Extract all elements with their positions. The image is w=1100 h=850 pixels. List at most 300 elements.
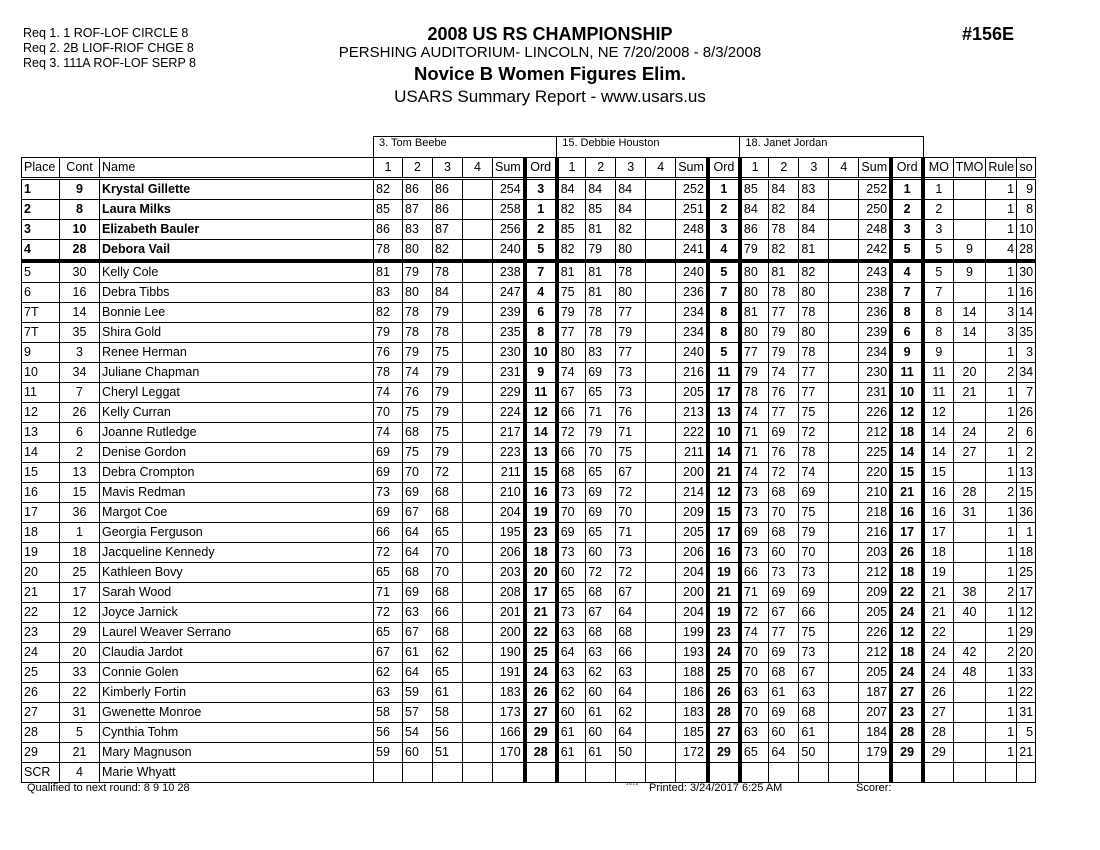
judge-3-score-4 bbox=[829, 503, 859, 523]
judge-3-ordinal: 6 bbox=[891, 323, 923, 343]
judge-2-score-2: 65 bbox=[586, 463, 616, 483]
judge-2-score-1: 75 bbox=[557, 283, 586, 303]
rule-cell: 1 bbox=[986, 179, 1017, 200]
name-cell: Shira Gold bbox=[100, 323, 374, 343]
tmo-cell bbox=[953, 543, 986, 563]
judge-2-score-1: 66 bbox=[557, 403, 586, 423]
judge-2-ordinal bbox=[708, 763, 740, 783]
judge-1-score-2: 78 bbox=[403, 303, 433, 323]
judge-2-ordinal: 23 bbox=[708, 623, 740, 643]
judge-1-sum: 258 bbox=[493, 200, 525, 220]
judge-2-sum: 199 bbox=[676, 623, 708, 643]
judge-3-score-3: 79 bbox=[799, 523, 829, 543]
judge-2-ordinal: 15 bbox=[708, 503, 740, 523]
judge-2-score-1: 80 bbox=[557, 343, 586, 363]
name-cell: Cheryl Leggat bbox=[100, 383, 374, 403]
judge-3-score-1: 73 bbox=[740, 543, 769, 563]
mo-cell: 24 bbox=[923, 663, 953, 683]
mo-cell: 12 bbox=[923, 403, 953, 423]
place-cell: 3 bbox=[22, 220, 60, 240]
so-cell: 25 bbox=[1017, 563, 1036, 583]
judge-3-score-4 bbox=[829, 723, 859, 743]
cont-cell: 1 bbox=[60, 523, 100, 543]
place-cell: 25 bbox=[22, 663, 60, 683]
judge-1-ordinal: 25 bbox=[525, 643, 557, 663]
judge-1-ordinal: 10 bbox=[525, 343, 557, 363]
tmo-cell: 28 bbox=[953, 483, 986, 503]
tmo-cell: 27 bbox=[953, 443, 986, 463]
requirement-1: Req 1. 1 ROF-LOF CIRCLE 8 bbox=[23, 26, 189, 40]
name-cell: Georgia Ferguson bbox=[100, 523, 374, 543]
judge-2-score-1: 77 bbox=[557, 323, 586, 343]
judge-1-sum: 247 bbox=[493, 283, 525, 303]
judge-2-score-2: 69 bbox=[586, 363, 616, 383]
name-cell: Sarah Wood bbox=[100, 583, 374, 603]
tmo-cell: 42 bbox=[953, 643, 986, 663]
judge-1-score-1: 56 bbox=[374, 723, 403, 743]
judge-3-sum: 212 bbox=[859, 643, 891, 663]
judge-2-score-2: 60 bbox=[586, 683, 616, 703]
judge-3-score-3: 78 bbox=[799, 303, 829, 323]
place-cell: 14 bbox=[22, 443, 60, 463]
so-cell: 12 bbox=[1017, 603, 1036, 623]
judge-2-score-4 bbox=[646, 220, 676, 240]
col-place: Place bbox=[22, 158, 60, 179]
judge-2-score-2: 68 bbox=[586, 623, 616, 643]
judge-2-score-4 bbox=[646, 583, 676, 603]
requirement-2: Req 2. 2B LIOF-RIOF CHGE 8 bbox=[23, 41, 194, 55]
judge-3-score-2: 60 bbox=[769, 723, 799, 743]
cont-cell: 4 bbox=[60, 763, 100, 783]
col-j1-s1: 1 bbox=[374, 158, 403, 179]
judge-1-sum: 223 bbox=[493, 443, 525, 463]
so-cell: 10 bbox=[1017, 220, 1036, 240]
cont-cell: 28 bbox=[60, 240, 100, 262]
place-cell: 18 bbox=[22, 523, 60, 543]
judge-3-sum: 205 bbox=[859, 663, 891, 683]
judge-1-score-2: 54 bbox=[403, 723, 433, 743]
judge-1-score-4 bbox=[463, 343, 493, 363]
judge-3-ordinal: 17 bbox=[891, 523, 923, 543]
judge-1-ordinal: 8 bbox=[525, 323, 557, 343]
judge-2-score-1: 73 bbox=[557, 603, 586, 623]
cont-cell: 6 bbox=[60, 423, 100, 443]
judge-1-sum: 217 bbox=[493, 423, 525, 443]
judge-3-score-1: 70 bbox=[740, 663, 769, 683]
judge-1-score-3: 65 bbox=[433, 663, 463, 683]
mo-cell: 3 bbox=[923, 220, 953, 240]
judge-2-score-1: 73 bbox=[557, 543, 586, 563]
judge-2-score-1: 64 bbox=[557, 643, 586, 663]
so-cell: 26 bbox=[1017, 403, 1036, 423]
judge-1-ordinal bbox=[525, 763, 557, 783]
judge-3-ordinal: 1 bbox=[891, 179, 923, 200]
judge-3-score-2: 60 bbox=[769, 543, 799, 563]
judge-2-score-3: 70 bbox=[616, 503, 646, 523]
judge-1-score-2: 67 bbox=[403, 503, 433, 523]
judge-3-sum: 216 bbox=[859, 523, 891, 543]
place-cell: 15 bbox=[22, 463, 60, 483]
judge-3-ordinal: 3 bbox=[891, 220, 923, 240]
tmo-cell bbox=[953, 200, 986, 220]
judge-3-score-1: 74 bbox=[740, 623, 769, 643]
table-row bbox=[22, 283, 1036, 303]
judge-1-score-3: 78 bbox=[433, 261, 463, 283]
judge-3-sum: 209 bbox=[859, 583, 891, 603]
judge-1-score-3: 86 bbox=[433, 179, 463, 200]
table-row bbox=[22, 583, 1036, 603]
table-row bbox=[22, 503, 1036, 523]
name-cell: Debra Crompton bbox=[100, 463, 374, 483]
place-cell: 28 bbox=[22, 723, 60, 743]
judge-1-sum: 166 bbox=[493, 723, 525, 743]
place-cell: 11 bbox=[22, 383, 60, 403]
table-row bbox=[22, 563, 1036, 583]
so-cell: 3 bbox=[1017, 343, 1036, 363]
so-cell: 36 bbox=[1017, 503, 1036, 523]
judge-3-ordinal: 18 bbox=[891, 423, 923, 443]
judge-1-score-4 bbox=[463, 703, 493, 723]
judge-2-ordinal: 19 bbox=[708, 563, 740, 583]
judge-2-score-4 bbox=[646, 200, 676, 220]
judge-1-sum: 240 bbox=[493, 240, 525, 262]
judge-2-score-4 bbox=[646, 703, 676, 723]
judge-3-score-1: 73 bbox=[740, 483, 769, 503]
col-j3-s4: 4 bbox=[829, 158, 859, 179]
judge-1-score-2 bbox=[403, 763, 433, 783]
rule-cell: 1 bbox=[986, 383, 1017, 403]
judge-1-score-1: 79 bbox=[374, 323, 403, 343]
judge-3-score-3: 77 bbox=[799, 363, 829, 383]
judge-3-score-2 bbox=[769, 763, 799, 783]
judge-2-score-4 bbox=[646, 283, 676, 303]
judge-2-score-3: 82 bbox=[616, 220, 646, 240]
judge-2-score-3: 63 bbox=[616, 663, 646, 683]
judge-3-ordinal: 4 bbox=[891, 261, 923, 283]
judge-3-score-1: 71 bbox=[740, 583, 769, 603]
judge-1-score-3: 70 bbox=[433, 563, 463, 583]
judge-1-ordinal: 28 bbox=[525, 743, 557, 763]
mo-cell: 7 bbox=[923, 283, 953, 303]
tmo-cell: 31 bbox=[953, 503, 986, 523]
mo-cell: 27 bbox=[923, 703, 953, 723]
judge-2-sum: 222 bbox=[676, 423, 708, 443]
judge-2-sum: 252 bbox=[676, 179, 708, 200]
cont-cell: 2 bbox=[60, 443, 100, 463]
judge-2-score-2: 60 bbox=[586, 543, 616, 563]
col-rule: Rule bbox=[986, 158, 1017, 179]
judge-1-score-1: 82 bbox=[374, 179, 403, 200]
judge-2-score-4 bbox=[646, 543, 676, 563]
judge-1-sum: 195 bbox=[493, 523, 525, 543]
judge-2-sum: 241 bbox=[676, 240, 708, 262]
place-cell: 9 bbox=[22, 343, 60, 363]
judge-3-score-3: 69 bbox=[799, 583, 829, 603]
judge-1-score-2: 87 bbox=[403, 200, 433, 220]
judge-1-ordinal: 4 bbox=[525, 283, 557, 303]
mo-cell: 11 bbox=[923, 383, 953, 403]
judge-3-score-4 bbox=[829, 603, 859, 623]
judge-3-score-2: 76 bbox=[769, 383, 799, 403]
judge-2-ordinal: 21 bbox=[708, 463, 740, 483]
judge-2-score-1: 61 bbox=[557, 723, 586, 743]
judge-2-score-3: 77 bbox=[616, 343, 646, 363]
judge-2-score-1: 63 bbox=[557, 663, 586, 683]
judge-3-sum: 252 bbox=[859, 179, 891, 200]
name-cell: Juliane Chapman bbox=[100, 363, 374, 383]
judge-2-score-4 bbox=[646, 683, 676, 703]
judge-3-score-2: 70 bbox=[769, 503, 799, 523]
judge-2-score-3: 84 bbox=[616, 200, 646, 220]
judge-1-score-3: 66 bbox=[433, 603, 463, 623]
judge-1-score-2: 83 bbox=[403, 220, 433, 240]
judge-2-ordinal: 25 bbox=[708, 663, 740, 683]
judge-2-score-2: 65 bbox=[586, 383, 616, 403]
judge-2-score-4 bbox=[646, 503, 676, 523]
tmo-cell: 21 bbox=[953, 383, 986, 403]
judge-1-sum: 206 bbox=[493, 543, 525, 563]
rule-cell: 1 bbox=[986, 683, 1017, 703]
cont-cell: 20 bbox=[60, 643, 100, 663]
judge-1-score-4 bbox=[463, 403, 493, 423]
judge-1-ordinal: 16 bbox=[525, 483, 557, 503]
judge-2-score-1: 65 bbox=[557, 583, 586, 603]
so-cell: 13 bbox=[1017, 463, 1036, 483]
judge-2-ordinal: 8 bbox=[708, 303, 740, 323]
judge-3-score-1: 81 bbox=[740, 303, 769, 323]
cont-cell: 36 bbox=[60, 503, 100, 523]
so-cell: 7 bbox=[1017, 383, 1036, 403]
judge-3-score-1: 86 bbox=[740, 220, 769, 240]
judge-2-score-2: 61 bbox=[586, 743, 616, 763]
cont-cell: 7 bbox=[60, 383, 100, 403]
judge-2-score-1: 81 bbox=[557, 261, 586, 283]
judge-2-ordinal: 24 bbox=[708, 643, 740, 663]
judge-2-score-4 bbox=[646, 663, 676, 683]
judge-2-score-1: 82 bbox=[557, 240, 586, 262]
judge-1-sum: 239 bbox=[493, 303, 525, 323]
name-cell: Denise Gordon bbox=[100, 443, 374, 463]
tmo-cell bbox=[953, 463, 986, 483]
judge-2-score-2: 63 bbox=[586, 643, 616, 663]
rule-cell: 1 bbox=[986, 523, 1017, 543]
judge-1-score-4 bbox=[463, 663, 493, 683]
so-cell: 9 bbox=[1017, 179, 1036, 200]
judge-2-score-1: 72 bbox=[557, 423, 586, 443]
table-row bbox=[22, 463, 1036, 483]
judge-2-ordinal: 26 bbox=[708, 683, 740, 703]
judge-2-score-4 bbox=[646, 383, 676, 403]
place-cell: 5 bbox=[22, 261, 60, 283]
mo-cell: 18 bbox=[923, 543, 953, 563]
table-row bbox=[22, 643, 1036, 663]
judge-3-ordinal: 18 bbox=[891, 643, 923, 663]
judge-3-ordinal: 18 bbox=[891, 563, 923, 583]
name-cell: Mavis Redman bbox=[100, 483, 374, 503]
name-cell: Laura Milks bbox=[100, 200, 374, 220]
judge-2-ordinal: 8 bbox=[708, 323, 740, 343]
judge-3-score-1: 71 bbox=[740, 423, 769, 443]
mo-cell: 1 bbox=[923, 179, 953, 200]
judge-2-ordinal: 16 bbox=[708, 543, 740, 563]
judge-1-ordinal: 14 bbox=[525, 423, 557, 443]
scorer-label: Scorer: bbox=[856, 782, 892, 794]
judge-2-ordinal: 28 bbox=[708, 703, 740, 723]
judge-3-ordinal: 24 bbox=[891, 663, 923, 683]
judge-3-score-3: 74 bbox=[799, 463, 829, 483]
judge-3-score-4 bbox=[829, 363, 859, 383]
judge-2-sum: 185 bbox=[676, 723, 708, 743]
judge-2-sum: 211 bbox=[676, 443, 708, 463]
cont-cell: 14 bbox=[60, 303, 100, 323]
judge-2-score-3: 78 bbox=[616, 261, 646, 283]
judge-1-score-4 bbox=[463, 723, 493, 743]
judge-2-score-2: 81 bbox=[586, 283, 616, 303]
judge-1-sum: 238 bbox=[493, 261, 525, 283]
judge-1-sum: 204 bbox=[493, 503, 525, 523]
judge-3-score-3: 75 bbox=[799, 623, 829, 643]
judge-3-score-4 bbox=[829, 703, 859, 723]
judge-3-score-4 bbox=[829, 261, 859, 283]
judge-1-ordinal: 29 bbox=[525, 723, 557, 743]
cont-cell: 8 bbox=[60, 200, 100, 220]
tmo-cell bbox=[953, 683, 986, 703]
tmo-cell bbox=[953, 179, 986, 200]
col-so: so bbox=[1017, 158, 1036, 179]
judge-3-sum: 243 bbox=[859, 261, 891, 283]
judge-1-sum: 191 bbox=[493, 663, 525, 683]
judge-2-ordinal: 2 bbox=[708, 200, 740, 220]
name-cell: Gwenette Monroe bbox=[100, 703, 374, 723]
judge-3-score-3: 75 bbox=[799, 503, 829, 523]
judge-1-score-4 bbox=[463, 503, 493, 523]
so-cell: 16 bbox=[1017, 283, 1036, 303]
judge-1-ordinal: 3 bbox=[525, 179, 557, 200]
judge-1-ordinal: 26 bbox=[525, 683, 557, 703]
version-tag: 3.6.1.8 bbox=[626, 781, 639, 786]
judge-3-score-1: 80 bbox=[740, 323, 769, 343]
judge-1-score-4 bbox=[463, 261, 493, 283]
judge-1-ordinal: 12 bbox=[525, 403, 557, 423]
judge-2-score-4 bbox=[646, 403, 676, 423]
judge-3-score-4 bbox=[829, 443, 859, 463]
judge-1-score-4 bbox=[463, 763, 493, 783]
judge-3-ordinal: 11 bbox=[891, 363, 923, 383]
judge-2-sum: 251 bbox=[676, 200, 708, 220]
judge-3-score-1: 74 bbox=[740, 463, 769, 483]
judge-3-score-4 bbox=[829, 743, 859, 763]
judge-3-sum: 212 bbox=[859, 423, 891, 443]
mo-cell: 26 bbox=[923, 683, 953, 703]
judge-1-score-1: 74 bbox=[374, 383, 403, 403]
tmo-cell bbox=[953, 563, 986, 583]
judge-2-name: 15. Debbie Houston bbox=[557, 137, 740, 158]
judge-1-score-2: 75 bbox=[403, 443, 433, 463]
judge-3-sum: 239 bbox=[859, 323, 891, 343]
judge-3-score-3: 84 bbox=[799, 220, 829, 240]
judge-3-score-4 bbox=[829, 303, 859, 323]
table-row bbox=[22, 763, 1036, 783]
judge-2-score-1: 63 bbox=[557, 623, 586, 643]
judge-2-score-4 bbox=[646, 623, 676, 643]
judge-1-score-1: 71 bbox=[374, 583, 403, 603]
rule-cell: 1 bbox=[986, 623, 1017, 643]
judge-3-score-4 bbox=[829, 583, 859, 603]
judge-3-score-3 bbox=[799, 763, 829, 783]
col-mo: MO bbox=[923, 158, 953, 179]
judge-3-score-4 bbox=[829, 643, 859, 663]
event-number: #156E bbox=[962, 24, 1015, 44]
judge-3-score-1: 63 bbox=[740, 683, 769, 703]
judge-1-score-1: 81 bbox=[374, 261, 403, 283]
judge-3-score-2: 69 bbox=[769, 423, 799, 443]
judge-2-score-4 bbox=[646, 363, 676, 383]
judge-3-score-2: 79 bbox=[769, 343, 799, 363]
judge-3-score-3: 80 bbox=[799, 323, 829, 343]
name-cell: Cynthia Tohm bbox=[100, 723, 374, 743]
name-cell: Debra Tibbs bbox=[100, 283, 374, 303]
judge-2-score-1 bbox=[557, 763, 586, 783]
cont-cell: 26 bbox=[60, 403, 100, 423]
rule-cell: 1 bbox=[986, 463, 1017, 483]
judge-1-sum: 256 bbox=[493, 220, 525, 240]
name-cell: Elizabeth Bauler bbox=[100, 220, 374, 240]
judge-3-score-2: 77 bbox=[769, 623, 799, 643]
judge-3-score-4 bbox=[829, 763, 859, 783]
place-cell: 1 bbox=[22, 179, 60, 200]
table-row bbox=[22, 423, 1036, 443]
judge-1-score-3: 86 bbox=[433, 200, 463, 220]
col-j1-s2: 2 bbox=[403, 158, 433, 179]
judge-3-sum: 179 bbox=[859, 743, 891, 763]
mo-cell: 21 bbox=[923, 583, 953, 603]
judge-1-ordinal: 11 bbox=[525, 383, 557, 403]
mo-cell: 5 bbox=[923, 261, 953, 283]
venue-dates: PERSHING AUDITORIUM- LINCOLN, NE 7/20/2008 - 8/3/2008 bbox=[338, 44, 762, 61]
table-row bbox=[22, 220, 1036, 240]
judge-2-score-3: 76 bbox=[616, 403, 646, 423]
judge-3-score-1: 79 bbox=[740, 363, 769, 383]
cont-cell: 12 bbox=[60, 603, 100, 623]
judge-2-ordinal: 5 bbox=[708, 261, 740, 283]
judge-2-score-4 bbox=[646, 463, 676, 483]
mo-cell: 19 bbox=[923, 563, 953, 583]
so-cell: 31 bbox=[1017, 703, 1036, 723]
judge-3-score-3: 81 bbox=[799, 240, 829, 262]
judge-1-score-2: 75 bbox=[403, 403, 433, 423]
judge-3-score-2: 82 bbox=[769, 240, 799, 262]
judge-2-score-2: 84 bbox=[586, 179, 616, 200]
judge-3-score-2: 72 bbox=[769, 463, 799, 483]
judge-3-score-4 bbox=[829, 543, 859, 563]
col-j2-s3: 3 bbox=[616, 158, 646, 179]
judge-3-score-1: 78 bbox=[740, 383, 769, 403]
tmo-cell: 14 bbox=[953, 303, 986, 323]
place-cell: 7T bbox=[22, 303, 60, 323]
place-cell: 17 bbox=[22, 503, 60, 523]
rule-cell: 1 bbox=[986, 543, 1017, 563]
judge-1-sum: 200 bbox=[493, 623, 525, 643]
judge-1-score-4 bbox=[463, 240, 493, 262]
judge-1-ordinal: 19 bbox=[525, 503, 557, 523]
so-cell: 22 bbox=[1017, 683, 1036, 703]
judge-3-score-3: 84 bbox=[799, 200, 829, 220]
judge-1-sum: 231 bbox=[493, 363, 525, 383]
place-cell: 6 bbox=[22, 283, 60, 303]
judge-1-score-2: 61 bbox=[403, 643, 433, 663]
judge-1-ordinal: 21 bbox=[525, 603, 557, 623]
judge-1-score-1: 67 bbox=[374, 643, 403, 663]
